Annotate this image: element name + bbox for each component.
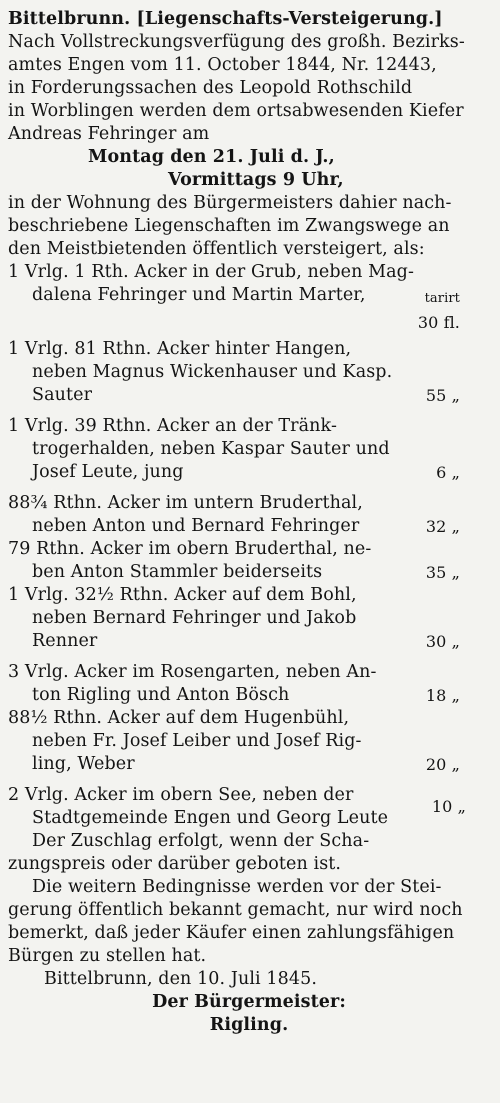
entry-line: Sauter xyxy=(32,385,93,405)
entry-amount: 10 „ xyxy=(431,797,466,816)
property-list xyxy=(8,261,490,830)
entry-line: Renner xyxy=(32,631,98,651)
heading-line: Andreas Fehringer am xyxy=(8,124,210,144)
entry-line-last xyxy=(8,461,490,484)
intro-line: in der Wohnung des Bürgermeisters dahier nach- xyxy=(8,193,452,213)
property-entry xyxy=(8,492,490,538)
property-entry xyxy=(8,784,490,830)
heading-line: amtes Engen vom 11. October 1844, Nr. 12443, xyxy=(8,55,437,75)
entry-line: neben Bernard Fehringer und Jakob xyxy=(32,608,357,628)
entry-line-last xyxy=(8,753,490,776)
entry-line: 2 Vrlg. Acker im obern See, neben der xyxy=(8,785,354,805)
place-date: Bittelbrunn, den 10. Juli 1845. xyxy=(44,969,318,989)
entry-amount: 30 fl. xyxy=(417,313,460,332)
notice-intro xyxy=(8,192,490,261)
entry-line: ben Anton Stammler beiderseits xyxy=(32,562,323,582)
entry-line: 3 Vrlg. Acker im Rosengarten, neben An- xyxy=(8,662,377,682)
closing-text xyxy=(8,830,490,968)
entry-line: 1 Vrlg. 39 Rthn. Acker an der Tränk- xyxy=(8,416,337,436)
closing-line: bemerkt, daß jeder Käufer einen zahlungsfähigen xyxy=(8,923,455,943)
entry-line-last xyxy=(8,797,490,830)
property-entry xyxy=(8,707,490,776)
property-entry xyxy=(8,261,490,330)
auction-date: Montag den 21. Juli d. J., xyxy=(88,147,335,167)
entry-line-last xyxy=(8,630,490,653)
signature: Rigling. xyxy=(209,1015,289,1035)
closing-line: Die weitern Bedingnisse werden vor der Stei- xyxy=(32,877,442,897)
entry-line: neben Anton und Bernard Fehringer xyxy=(32,516,360,536)
entry-amount: 35 „ xyxy=(425,563,460,582)
property-entry xyxy=(8,415,490,484)
entry-amount: 20 „ xyxy=(425,755,460,774)
entry-line: 1 Vrlg. 81 Rthn. Acker hinter Hangen, xyxy=(8,339,352,359)
entry-amount: 55 „ xyxy=(425,386,460,405)
entry-line: 79 Rthn. Acker im obern Bruderthal, ne- xyxy=(8,539,372,559)
property-entry xyxy=(8,538,490,584)
closing-line: Der Zuschlag erfolgt, wenn der Scha- xyxy=(32,831,370,851)
entry-line-last xyxy=(8,515,490,538)
entry-amount: 30 „ xyxy=(425,632,460,651)
entry-line-first xyxy=(8,784,490,807)
intro-line: beschriebene Liegenschaften im Zwangswege an xyxy=(8,216,450,236)
property-entry xyxy=(8,338,490,407)
entry-line: Josef Leute, jung xyxy=(32,462,184,482)
heading-line: Nach Vollstreckungsverfügung des großh. Bezirks- xyxy=(8,32,465,52)
entry-line-last xyxy=(8,561,490,584)
entry-line: 88¾ Rthn. Acker im untern Bruderthal, xyxy=(8,493,363,513)
closing-line: zungspreis oder darüber geboten ist. xyxy=(8,854,342,874)
entry-line: neben Magnus Wickenhauser und Kasp. xyxy=(32,362,393,382)
heading-line: in Worblingen werden dem ortsabwesenden Kiefer xyxy=(8,101,464,121)
entry-line-last xyxy=(8,684,490,707)
heading-line: in Forderungssachen des Leopold Rothschild xyxy=(8,78,413,98)
auction-time: Vormittags 9 Uhr, xyxy=(168,170,344,190)
entry-line: dalena Fehringer und Martin Marter, xyxy=(32,285,366,305)
entry-amount: 32 „ xyxy=(425,517,460,536)
property-entry xyxy=(8,584,490,653)
entry-line: neben Fr. Josef Leiber und Josef Rig- xyxy=(32,731,362,751)
entry-amount: 18 „ xyxy=(425,686,460,705)
office-title: Der Bürgermeister: xyxy=(152,992,346,1012)
entry-line: Stadtgemeinde Engen und Georg Leute xyxy=(32,808,389,828)
entry-line: 1 Vrlg. 1 Rth. Acker in der Grub, neben Mag- xyxy=(8,262,415,282)
entry-line: ton Rigling und Anton Bösch xyxy=(32,685,290,705)
entry-amount: 6 „ xyxy=(436,463,460,482)
entry-line: trogerhalden, neben Kaspar Sauter und xyxy=(32,439,390,459)
heading-line: Bittelbrunn. [Liegenschafts-Versteigerung.] xyxy=(8,9,443,29)
intro-line: den Meistbietenden öffentlich versteigert, als: xyxy=(8,239,425,259)
notice-heading xyxy=(8,8,490,146)
closing-line: gerung öffentlich bekannt gemacht, nur wird noch xyxy=(8,900,463,920)
tax-label: tarirt xyxy=(424,291,460,306)
entry-line: 1 Vrlg. 32½ Rthn. Acker auf dem Bohl, xyxy=(8,585,357,605)
property-entry xyxy=(8,661,490,707)
entry-line-last xyxy=(8,384,490,407)
entry-line: ling, Weber xyxy=(32,754,135,774)
closing-line: Bürgen zu stellen hat. xyxy=(8,946,207,966)
entry-line: 88½ Rthn. Acker auf dem Hugenbühl, xyxy=(8,708,350,728)
